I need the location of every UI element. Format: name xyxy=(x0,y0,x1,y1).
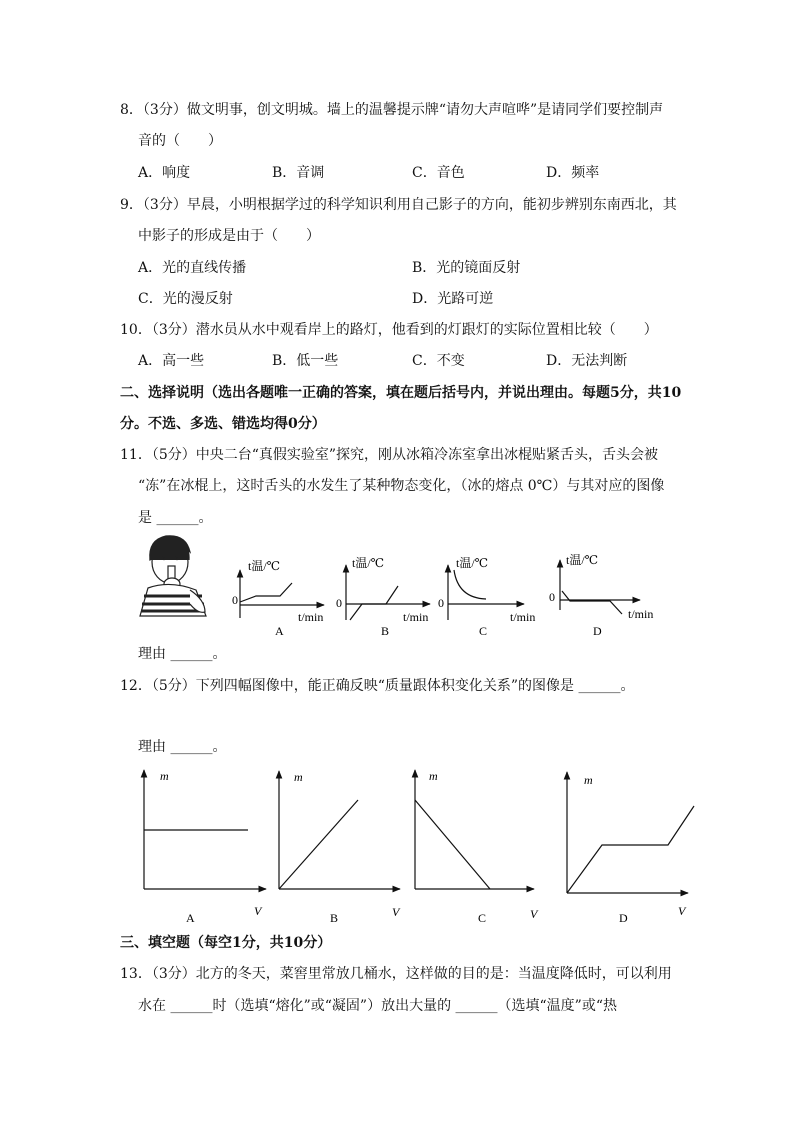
q12-graph-a xyxy=(144,770,266,889)
q13-stem-line1: 13．（3分）北方的冬天，菜窖里常放几桶水，这样做的目的是：当温度降低时，可以利用 xyxy=(120,966,672,982)
q11-stem-line1: 11．（5分）中央二台“真假实验室”探究，刚从冰箱冷冻室拿出冰棍贴紧舌头，舌头会被 xyxy=(120,447,659,463)
q11-graph-a-label: A xyxy=(275,624,284,638)
q9-option-d: D．光路可逆 xyxy=(412,291,494,307)
q11-stem-line3: 是 ______。 xyxy=(138,510,213,526)
q12-graph-a-ylabel: m xyxy=(160,769,169,783)
q11-graph-a-xlabel: t/min xyxy=(298,610,324,624)
q10-option-a: A．高一些 xyxy=(138,353,205,369)
section2-heading-line2: 分。不选、多选、错选均得0分） xyxy=(120,416,326,432)
q9-stem-line1: 9．（3分）早晨，小明根据学过的科学知识利用自己影子的方向，能初步辨别东南西北，其 xyxy=(120,197,677,213)
q10-option-d: D．无法判断 xyxy=(546,353,628,369)
q12-graph-c-label: C xyxy=(478,911,487,925)
q12-graph-b xyxy=(279,771,400,889)
q10-stem-line1: 10．（3分）潜水员从水中观看岸上的路灯，他看到的灯跟灯的实际位置相比较（ ） xyxy=(120,322,658,338)
q11-reason: 理由 ______。 xyxy=(138,646,227,662)
q11-graph-b-origin: 0 xyxy=(336,596,342,610)
q8-stem-line1: 8．（3分）做文明事，创文明城。墙上的温馨提示牌“请勿大声喧哗”是请同学们要控制声 xyxy=(120,102,664,118)
q11-graph-c-origin: 0 xyxy=(438,596,444,610)
q12-graph-a-label: A xyxy=(186,911,195,925)
q11-graph-b-xlabel: t/min xyxy=(403,610,429,624)
q12-graph-d-ylabel: m xyxy=(584,773,593,787)
q11-graph-d-ylabel: t温/℃ xyxy=(566,553,599,567)
q11-graph-d-xlabel: t/min xyxy=(628,607,654,621)
q12-graph-b-xlabel: V xyxy=(392,905,400,919)
q11-graph-c-label: C xyxy=(479,624,488,638)
q12-graph-c xyxy=(415,770,534,889)
section3-heading: 三、填空题（每空1分，共10分） xyxy=(120,935,332,951)
q10-option-c: C．不变 xyxy=(412,353,465,369)
q13-stem-line2: 水在 ______时（选填“熔化”或“凝固”）放出大量的 ______（选填“温度”或“热 xyxy=(138,998,617,1014)
q12-graph-c-ylabel: m xyxy=(429,769,438,783)
q11-stem-line2: “冻”在冰棍上，这时舌头的水发生了某种物态变化，（冰的熔点 0℃）与其对应的图像 xyxy=(138,478,665,494)
q8-option-b: B．音调 xyxy=(272,165,325,181)
q9-option-c: C．光的漫反射 xyxy=(138,291,233,307)
q8-option-d: D．频率 xyxy=(546,165,600,181)
q11-graph-a-ylabel: t温/℃ xyxy=(248,559,281,573)
q9-option-b: B．光的镜面反射 xyxy=(412,260,521,276)
q9-stem-line2: 中影子的形成是由于（ ） xyxy=(138,228,320,244)
q11-graph-c-ylabel: t温/℃ xyxy=(456,556,489,570)
q12-graph-d-xlabel: V xyxy=(678,904,686,918)
q12-graph-a-xlabel: V xyxy=(254,904,262,918)
q12-graph-d xyxy=(567,772,694,893)
q9-option-a: A．光的直线传播 xyxy=(138,260,247,276)
q11-graph-c-xlabel: t/min xyxy=(510,610,536,624)
q11-graph-d-origin: 0 xyxy=(549,590,555,604)
q12-stem-line1: 12．（5分）下列四幅图像中，能正确反映“质量跟体积变化关系”的图像是 ______。 xyxy=(120,678,635,694)
section2-heading-line1: 二、选择说明（选出各题唯一正确的答案，填在题后括号内，并说出理由。每题5分，共10 xyxy=(120,385,682,401)
q11-graph-b-ylabel: t温/℃ xyxy=(352,556,385,570)
q8-option-c: C．音色 xyxy=(412,165,465,181)
q11-graph-d-label: D xyxy=(593,624,602,638)
q12-reason: 理由 ______。 xyxy=(138,739,227,755)
q12-graph-b-label: B xyxy=(330,911,339,925)
q12-graph-d-label: D xyxy=(619,911,628,925)
q11-graph-a-origin: 0 xyxy=(232,593,238,607)
boy-illustration xyxy=(140,536,206,616)
q10-option-b: B．低一些 xyxy=(272,353,339,369)
q12-graph-c-xlabel: V xyxy=(530,907,538,921)
q8-stem-line2: 音的（ ） xyxy=(138,133,222,149)
q11-graph-d xyxy=(560,560,640,614)
q12-graph-b-ylabel: m xyxy=(294,770,303,784)
q8-option-a: A．响度 xyxy=(138,165,191,181)
q11-graph-b-label: B xyxy=(381,624,390,638)
